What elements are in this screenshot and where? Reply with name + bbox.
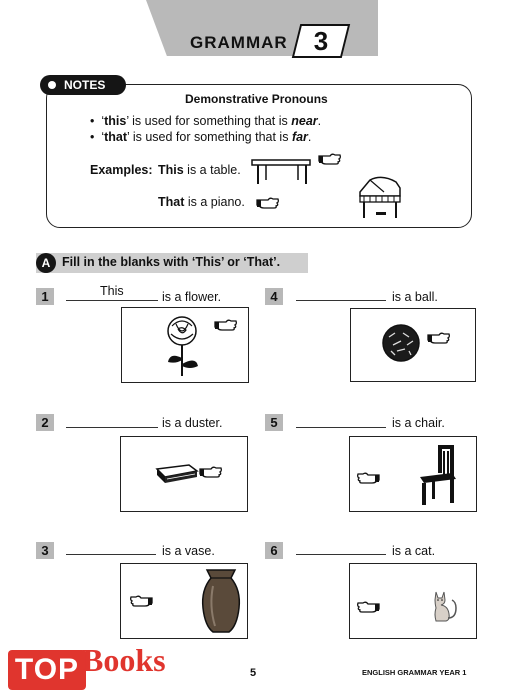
answer-blank[interactable]	[296, 554, 386, 556]
bullet-dot: •	[90, 130, 102, 144]
bullet-end: .	[307, 130, 312, 144]
notes-tab	[40, 75, 126, 95]
quote-open: ‘	[101, 114, 105, 128]
example-1-text: is a table.	[183, 163, 241, 177]
section-a-badge: A	[36, 253, 56, 273]
picture-frame	[349, 436, 477, 512]
watermark-logo-books: Books	[82, 642, 166, 678]
pointing-hand-icon	[214, 318, 238, 332]
picture-frame	[349, 563, 477, 639]
question-number: 2	[36, 414, 54, 431]
pointing-hand-icon	[356, 471, 380, 485]
pointing-hand-icon	[199, 465, 223, 479]
keyword-this: this	[104, 114, 127, 128]
question-text: is a chair.	[392, 416, 445, 430]
question-number: 5	[265, 414, 283, 431]
question-number: 6	[265, 542, 283, 559]
picture-frame	[350, 308, 476, 382]
pointing-hand-icon	[427, 331, 451, 345]
picture-frame	[121, 307, 249, 383]
vase-icon	[199, 568, 243, 634]
example-2	[158, 195, 245, 209]
bullet-dot-icon	[48, 81, 56, 89]
quote-open: ‘	[101, 130, 105, 144]
notes-bullet	[90, 130, 311, 144]
chapter-number-box	[292, 24, 350, 58]
question-text: is a vase.	[162, 544, 215, 558]
answer-blank[interactable]	[296, 300, 386, 302]
question-text: is a flower.	[162, 290, 222, 304]
bullet-text: ’ is used for something that is	[127, 130, 292, 144]
answer-blank[interactable]	[66, 554, 156, 556]
answer-blank[interactable]	[296, 427, 386, 429]
example-2-keyword: That	[158, 195, 185, 209]
keyword-near: near	[291, 114, 318, 128]
question-number: 1	[36, 288, 54, 305]
question-number: 4	[265, 288, 283, 305]
picture-frame	[120, 436, 248, 512]
example-1-keyword: This	[158, 163, 184, 177]
chair-icon	[416, 443, 460, 507]
pointing-hand-icon	[129, 594, 153, 608]
bullet-text: ’ is used for something that is	[126, 114, 292, 128]
pointing-hand-icon	[256, 196, 280, 210]
answer-text[interactable]: This	[100, 284, 124, 298]
pointing-hand-icon	[318, 152, 342, 166]
flower-icon	[162, 314, 208, 378]
example-2-text: is a piano.	[184, 195, 245, 209]
examples-label: Examples:	[90, 163, 153, 177]
question-text: is a cat.	[392, 544, 436, 558]
question-number: 3	[36, 542, 54, 559]
picture-frame	[120, 563, 248, 639]
table-icon	[250, 152, 314, 186]
question-text: is a duster.	[162, 416, 223, 430]
bullet-end: .	[317, 114, 322, 128]
notes-tab-label: NOTES	[64, 78, 106, 92]
question-text: is a ball.	[392, 290, 438, 304]
chapter-title: GRAMMAR	[190, 33, 288, 52]
bullet-dot: •	[90, 114, 102, 128]
page-number: 5	[250, 667, 257, 679]
example-1	[158, 163, 241, 177]
cat-icon	[430, 588, 460, 624]
answer-blank[interactable]	[66, 300, 158, 302]
chapter-number: 3	[313, 26, 329, 56]
ball-icon	[381, 323, 421, 363]
watermark-logo-top: TOP	[8, 650, 86, 690]
piano-icon	[356, 174, 406, 220]
keyword-that: that	[104, 130, 128, 144]
duster-icon	[153, 461, 199, 487]
notes-bullet	[90, 114, 321, 128]
keyword-far: far	[291, 130, 308, 144]
book-title-footer: ENGLISH GRAMMAR YEAR 1	[362, 668, 467, 677]
notes-title: Demonstrative Pronouns	[185, 92, 328, 106]
pointing-hand-icon	[356, 600, 380, 614]
answer-blank[interactable]	[66, 427, 158, 429]
section-a-instruction: Fill in the blanks with ‘This’ or ‘That’.	[62, 255, 281, 269]
